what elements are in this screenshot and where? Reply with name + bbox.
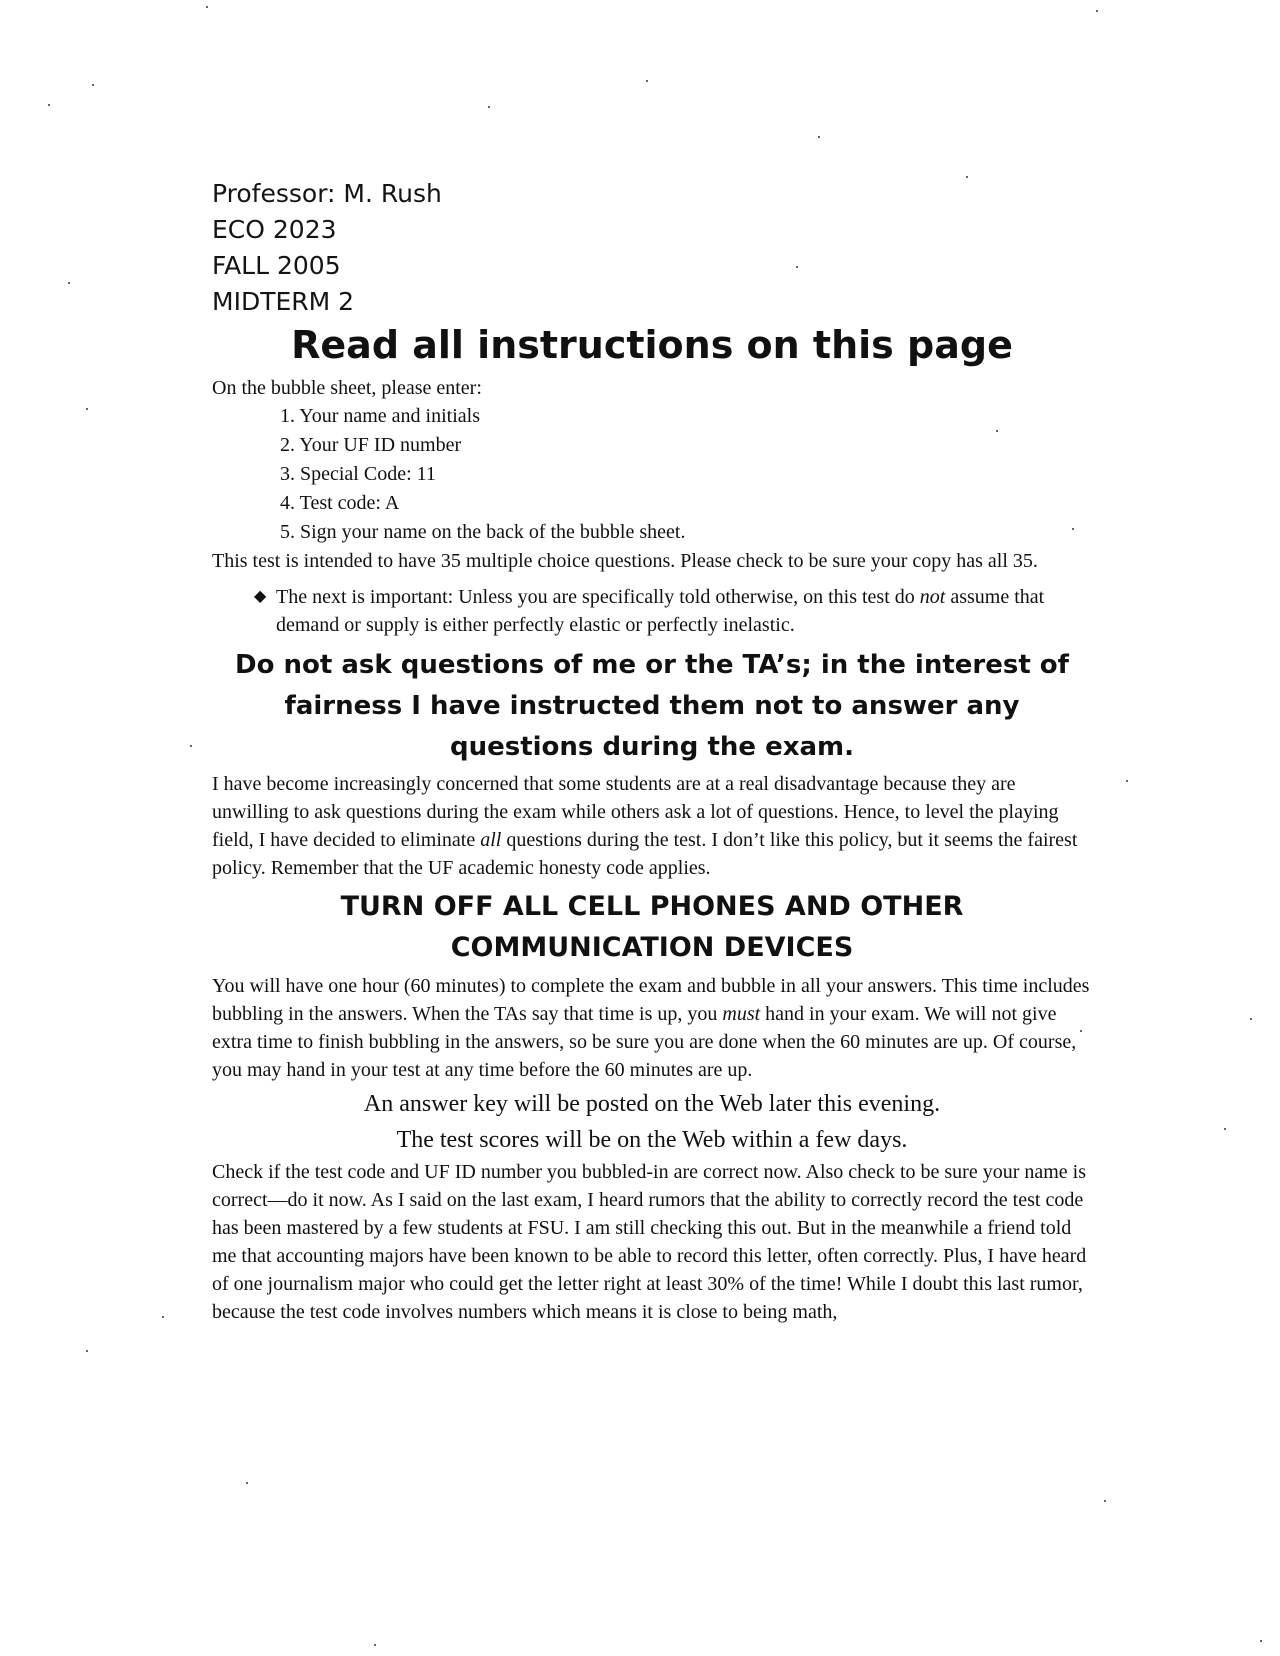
bubble-steps-list — [212, 402, 1092, 547]
elasticity-bullet — [212, 583, 1092, 639]
speck — [1080, 1030, 1082, 1032]
speck — [246, 1482, 248, 1484]
speck — [1072, 528, 1074, 530]
exam-line: MIDTERM 2 — [212, 287, 355, 316]
speck — [1250, 1018, 1252, 1020]
no-questions-warning: Do not ask questions of me or the TA’s; in the interest of fairness I have instructed them not to answer any questions during the exam. — [235, 650, 1069, 762]
speck — [1224, 1128, 1226, 1130]
step-item: 3. Special Code: 11 — [280, 463, 436, 485]
step-item: 1. Your name and initials — [280, 405, 480, 427]
concern-text-end: questions during the test. I don’t like this policy, but it seems the fairest policy. Remember that the UF academic honesty code applies. — [212, 829, 1078, 879]
speck — [86, 408, 88, 410]
elasticity-note-emphasis: not — [919, 586, 946, 608]
speck — [996, 430, 998, 432]
answer-key-notice: An answer key will be posted on the Web later this evening. — [363, 1091, 941, 1117]
speck — [190, 745, 192, 747]
speck — [818, 136, 820, 138]
time-text-end: hand in your exam. We will not give extra time to finish bubbling in the answers, so be sure you are done when the 60 minutes are up. Of course, you may hand in your test at any time before the 60 minutes are up. — [212, 1003, 1077, 1081]
speck — [374, 1644, 376, 1646]
page-title: Read all instructions on this page — [291, 323, 1013, 367]
speck — [966, 176, 968, 178]
scores-notice: The test scores will be on the Web within a few days. — [396, 1127, 908, 1153]
time-emphasis: must — [722, 1003, 761, 1025]
elasticity-note-text-end: assume that demand or supply is either perfectly elastic or perfectly inelastic. — [276, 586, 1045, 636]
check-paragraph: Check if the test code and UF ID number you bubbled-in are correct now. Also check to be sure your name is correct—do it now. As I said on the last exam, I heard rumors that the ability to correctly record the test code has been mastered by a few students at FSU. I am still checking this out. But in the meanwhile a friend told me that accounting majors have been known to be able to record this letter, often correctly. Plus, I have heard of one journalism major who could get the letter right at least 30% of the time! While I doubt this last rumor, because the test code involves numbers which means it is close to being math, — [212, 1161, 1087, 1323]
speck — [1260, 1640, 1262, 1642]
term-line: FALL 2005 — [212, 251, 341, 280]
elasticity-note-text: The next is important: Unless you are specifically told otherwise, on this test do — [276, 586, 920, 608]
speck — [488, 106, 490, 108]
speck — [86, 1350, 88, 1352]
speck — [1096, 10, 1098, 12]
concern-emphasis: all — [480, 829, 502, 851]
diamond-bullet-icon: ◆ — [254, 588, 267, 605]
speck — [1104, 1500, 1106, 1502]
speck — [1126, 780, 1128, 782]
speck — [92, 84, 94, 86]
concern-paragraph — [212, 770, 1092, 882]
step-item: 4. Test code: A — [280, 492, 400, 514]
course-line: ECO 2023 — [212, 215, 337, 244]
professor-line: Professor: M. Rush — [212, 179, 442, 208]
step-item: 2. Your UF ID number — [280, 434, 462, 456]
question-count-note: This test is intended to have 35 multiple choice questions. Please check to be sure your copy has all 35. — [212, 550, 1038, 572]
bubble-intro: On the bubble sheet, please enter: — [212, 377, 482, 399]
exam-instructions-page — [212, 176, 1092, 1326]
elasticity-note — [276, 583, 1092, 639]
speck — [646, 80, 648, 82]
speck — [68, 282, 70, 284]
speck — [206, 6, 208, 8]
speck — [48, 104, 50, 106]
speck — [796, 266, 798, 268]
concern-text: I have become increasingly concerned that some students are at a real disadvantage because they are unwilling to ask questions during the exam while others ask a lot of questions. Hence, to level the playing field, I have decided to eliminate — [212, 773, 1059, 851]
phones-warning: TURN OFF ALL CELL PHONES AND OTHER COMMUNICATION DEVICES — [340, 891, 964, 963]
time-text: You will have one hour (60 minutes) to complete the exam and bubble in all your answers. This time includes bubbling in the answers. When the TAs say that time is up, you — [212, 975, 1090, 1025]
speck — [162, 1316, 164, 1318]
step-item: 5. Sign your name on the back of the bubble sheet. — [280, 521, 686, 543]
time-paragraph — [212, 972, 1092, 1084]
